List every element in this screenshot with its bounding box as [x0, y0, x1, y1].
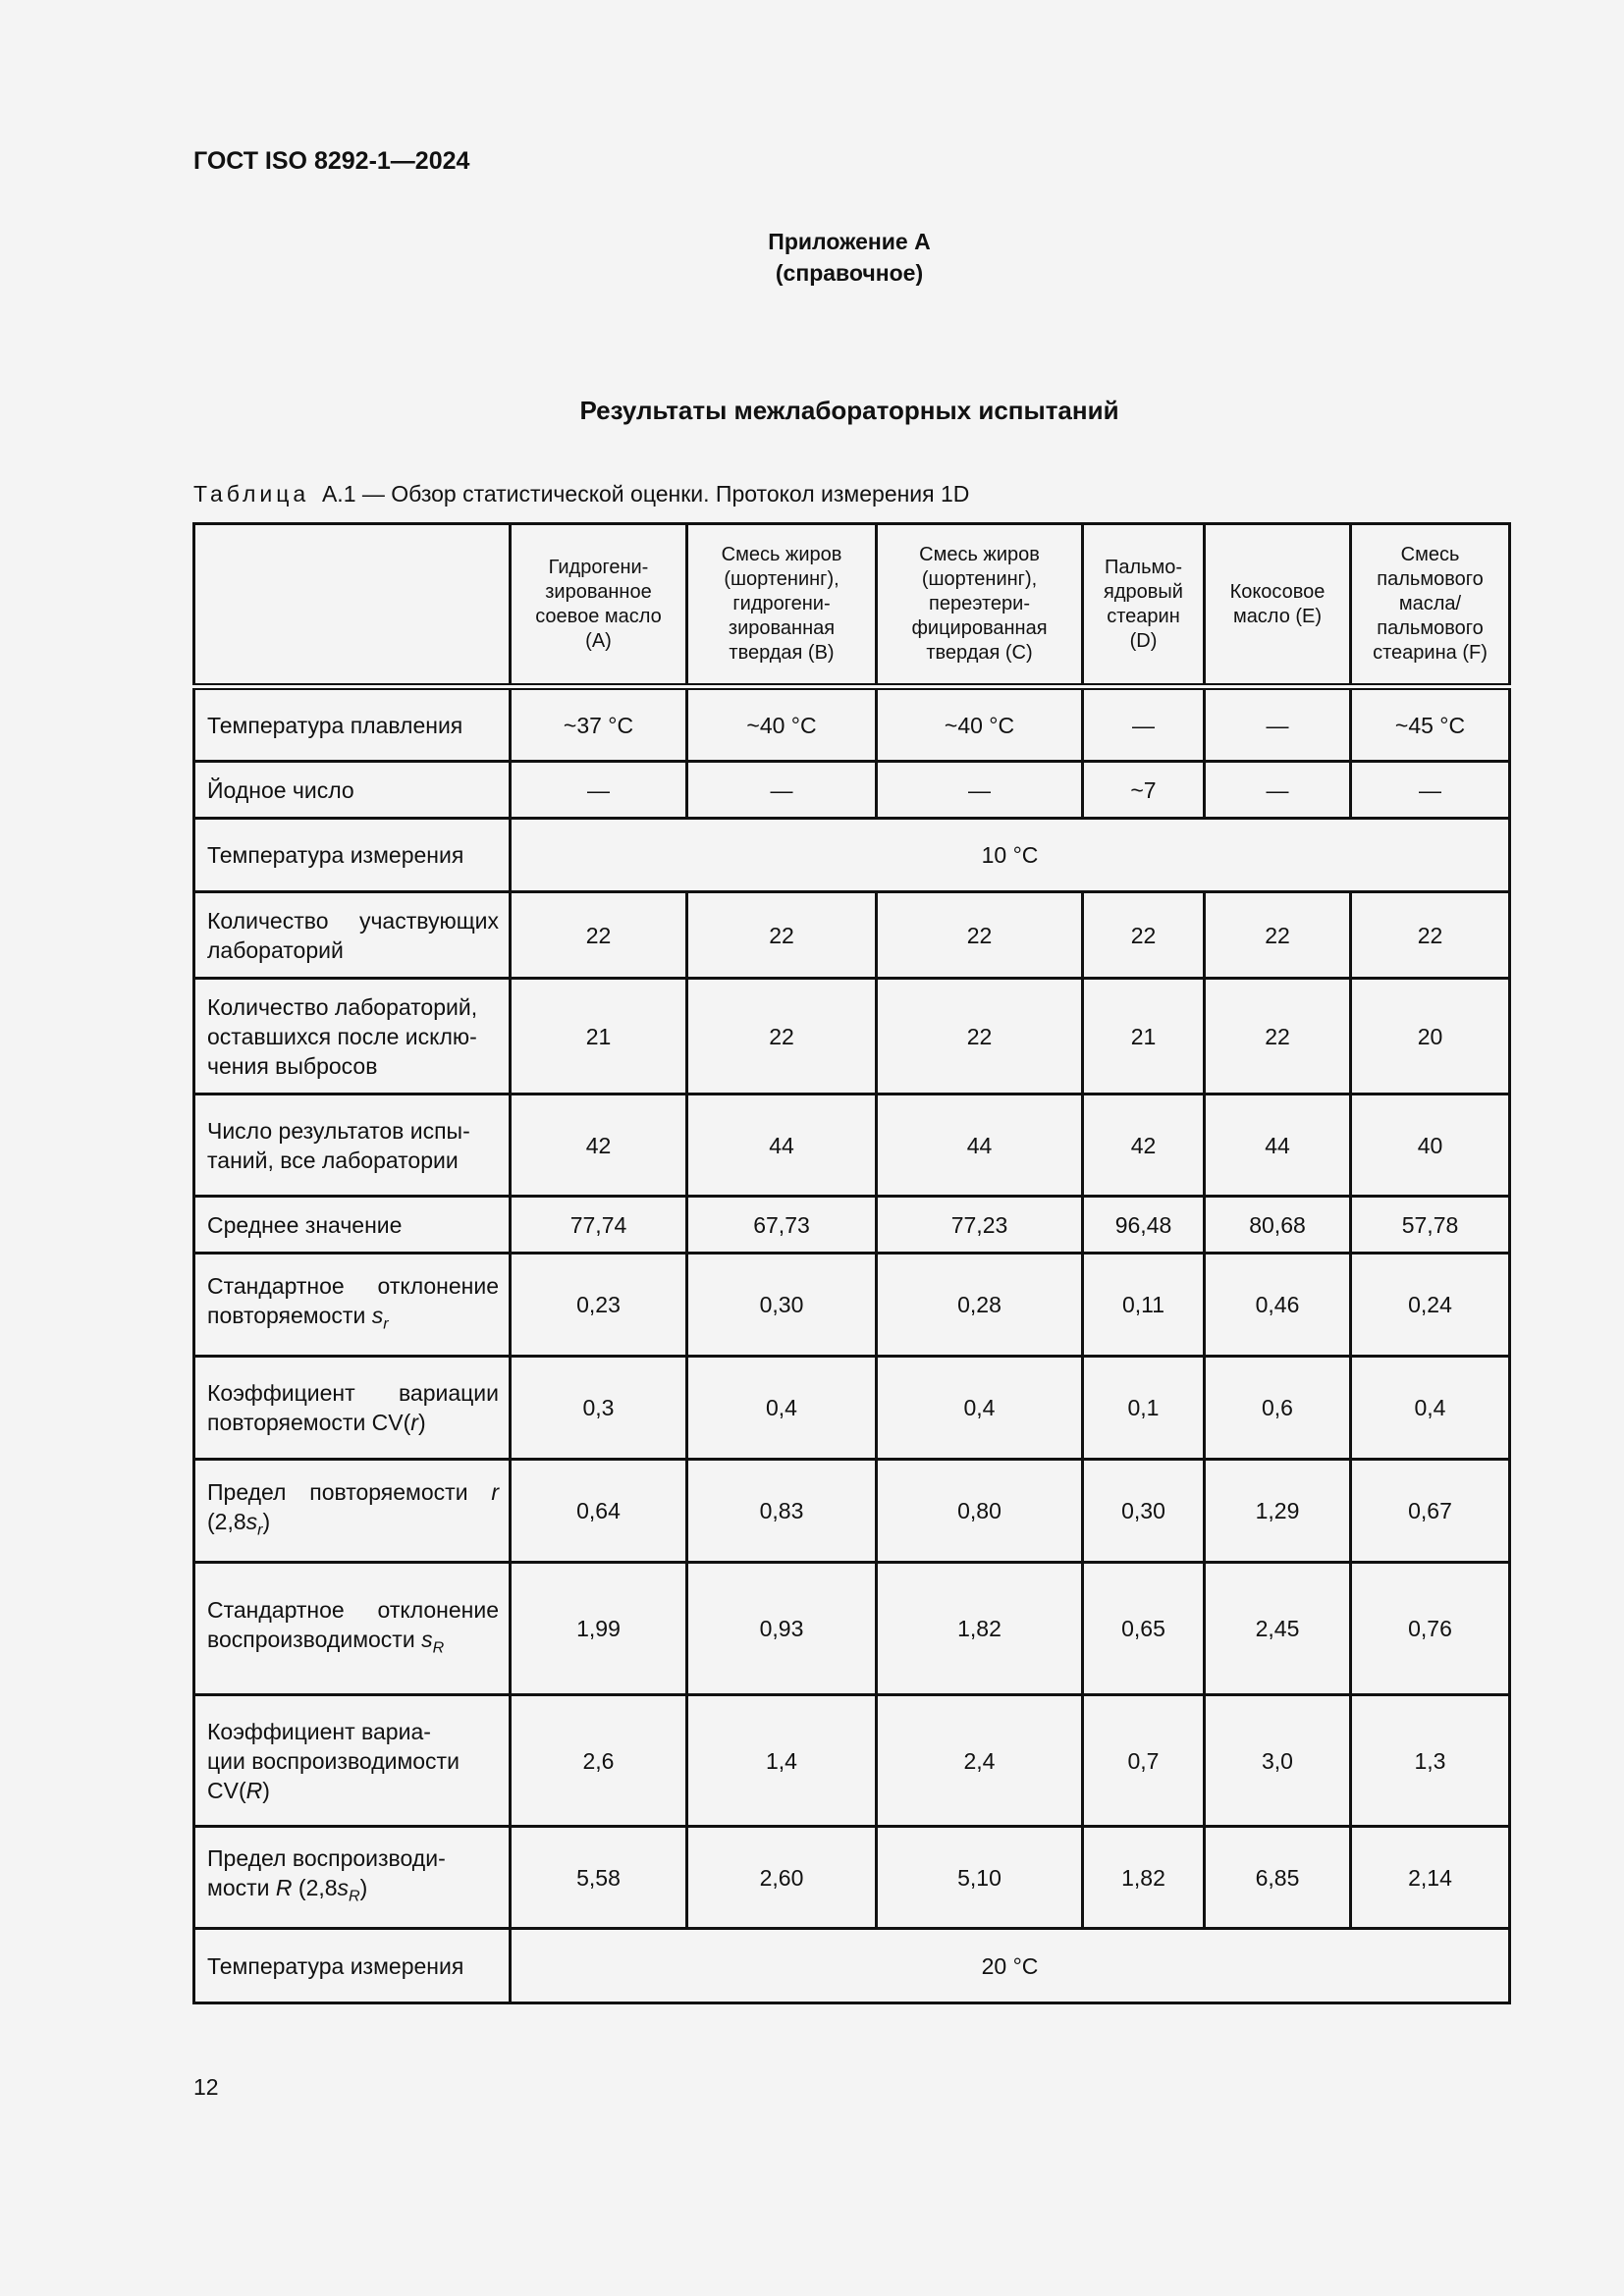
cell-value: ~37 °C	[511, 687, 687, 762]
cell-value: 2,45	[1205, 1563, 1351, 1695]
merged-value-cell: 10 °C	[511, 819, 1510, 892]
row-label: Стандартное отклонение воспроизводимости $s_R$	[194, 1563, 511, 1695]
cell-value: 1,4	[687, 1695, 877, 1827]
cell-value: 77,74	[511, 1197, 687, 1254]
cell-value: 0,64	[511, 1460, 687, 1563]
cell-value: ~40 °C	[687, 687, 877, 762]
cell-value: 22	[877, 892, 1083, 979]
cell-value: 0,11	[1083, 1254, 1205, 1357]
cell-value: 42	[511, 1095, 687, 1197]
table-caption-prefix: Таблица	[193, 481, 310, 507]
cell-value: 0,4	[687, 1357, 877, 1460]
cell-value: 0,1	[1083, 1357, 1205, 1460]
cell-value: 0,67	[1351, 1460, 1510, 1563]
cell-value: —	[1351, 762, 1510, 819]
cell-value: —	[877, 762, 1083, 819]
annex-type: (справочное)	[775, 260, 924, 286]
cell-value: 42	[1083, 1095, 1205, 1197]
cell-value: 0,93	[687, 1563, 877, 1695]
cell-value: 0,4	[877, 1357, 1083, 1460]
cell-value: 22	[877, 979, 1083, 1095]
cell-value: 1,29	[1205, 1460, 1351, 1563]
cell-value: 6,85	[1205, 1827, 1351, 1929]
header-empty-cell	[194, 524, 511, 687]
table-row	[194, 1357, 1510, 1460]
cell-value: 22	[1205, 892, 1351, 979]
cell-value: 2,4	[877, 1695, 1083, 1827]
row-label: Йодное число	[194, 762, 511, 819]
cell-value: 96,48	[1083, 1197, 1205, 1254]
cell-value: 80,68	[1205, 1197, 1351, 1254]
cell-value: 1,99	[511, 1563, 687, 1695]
column-header-c: Смесь жиров (шортенинг), переэтери- фицированная твердая (C)	[877, 524, 1083, 687]
cell-value: 40	[1351, 1095, 1510, 1197]
page-number: 12	[193, 2074, 219, 2100]
cell-value: ~40 °C	[877, 687, 1083, 762]
cell-value: 0,83	[687, 1460, 877, 1563]
cell-value: 0,46	[1205, 1254, 1351, 1357]
cell-value: 0,80	[877, 1460, 1083, 1563]
cell-value: 3,0	[1205, 1695, 1351, 1827]
cell-value: 22	[1205, 979, 1351, 1095]
table-row	[194, 762, 1510, 819]
row-label: Коэффициент вариации повторяемости CV(r)	[194, 1357, 511, 1460]
cell-value: 0,30	[687, 1254, 877, 1357]
column-header-d: Пальмо- ядровый стеарин (D)	[1083, 524, 1205, 687]
annex-title: Приложение А	[768, 229, 931, 254]
table-header-row	[194, 524, 1510, 687]
results-table	[192, 522, 1511, 2004]
cell-value: 1,3	[1351, 1695, 1510, 1827]
cell-value: —	[1083, 687, 1205, 762]
cell-value: 20	[1351, 979, 1510, 1095]
row-label: Предел воспроизводи- мости R $(2,8s_R)$	[194, 1827, 511, 1929]
cell-value: 44	[687, 1095, 877, 1197]
cell-value: 44	[877, 1095, 1083, 1197]
section-title: Результаты межлабораторных испытаний	[579, 396, 1119, 425]
cell-value: 2,60	[687, 1827, 877, 1929]
cell-value: 22	[1083, 892, 1205, 979]
cell-value: 0,4	[1351, 1357, 1510, 1460]
row-label: Температура измерения	[194, 819, 511, 892]
cell-value: 1,82	[1083, 1827, 1205, 1929]
row-label: Стандартное отклонение повторяемости $s_r$	[194, 1254, 511, 1357]
cell-value: 0,28	[877, 1254, 1083, 1357]
cell-value: 5,58	[511, 1827, 687, 1929]
row-label: Количество лабораторий, оставшихся после исклю- чения выбросов	[194, 979, 511, 1095]
cell-value: 0,65	[1083, 1563, 1205, 1695]
table-caption	[193, 481, 969, 507]
column-header-f: Смесь пальмового масла/ пальмового стеарина (F)	[1351, 524, 1510, 687]
table-row	[194, 1929, 1510, 2003]
cell-value: 2,6	[511, 1695, 687, 1827]
table-row	[194, 1197, 1510, 1254]
table-row	[194, 979, 1510, 1095]
cell-value: 22	[1351, 892, 1510, 979]
cell-value: —	[687, 762, 877, 819]
row-label: Предел повторяемости r $(2,8s_r)$	[194, 1460, 511, 1563]
cell-value: 0,6	[1205, 1357, 1351, 1460]
results-table-container	[192, 522, 1511, 2004]
cell-value: —	[511, 762, 687, 819]
row-label: Количество участвующих лабораторий	[194, 892, 511, 979]
table-caption-text: А.1 — Обзор статистической оценки. Протокол измерения 1D	[321, 481, 970, 507]
column-header-e: Кокосовое масло (E)	[1205, 524, 1351, 687]
cell-value: 44	[1205, 1095, 1351, 1197]
cell-value: 0,76	[1351, 1563, 1510, 1695]
cell-value: 22	[511, 892, 687, 979]
cell-value: 0,30	[1083, 1460, 1205, 1563]
column-header-a: Гидрогени- зированное соевое масло (A)	[511, 524, 687, 687]
cell-value: 57,78	[1351, 1197, 1510, 1254]
cell-value: 21	[1083, 979, 1205, 1095]
cell-value: 1,82	[877, 1563, 1083, 1695]
cell-value: 0,23	[511, 1254, 687, 1357]
table-row	[194, 892, 1510, 979]
table-row	[194, 1254, 1510, 1357]
table-row	[194, 819, 1510, 892]
cell-value: 2,14	[1351, 1827, 1510, 1929]
table-row	[194, 1563, 1510, 1695]
row-label: Среднее значение	[194, 1197, 511, 1254]
cell-value: 22	[687, 892, 877, 979]
cell-value: 21	[511, 979, 687, 1095]
cell-value: —	[1205, 687, 1351, 762]
cell-value: —	[1205, 762, 1351, 819]
row-label: Число результатов испы- таний, все лаборатории	[194, 1095, 511, 1197]
cell-value: 67,73	[687, 1197, 877, 1254]
cell-value: 77,23	[877, 1197, 1083, 1254]
table-row	[194, 687, 1510, 762]
table-row	[194, 1460, 1510, 1563]
table-row	[194, 1695, 1510, 1827]
table-row	[194, 1095, 1510, 1197]
cell-value: 5,10	[877, 1827, 1083, 1929]
merged-value-cell: 20 °C	[511, 1929, 1510, 2003]
cell-value: 0,7	[1083, 1695, 1205, 1827]
document-code: ГОСТ ISO 8292-1—2024	[193, 147, 470, 175]
annex-heading	[0, 226, 1624, 289]
cell-value: 0,3	[511, 1357, 687, 1460]
cell-value: 0,24	[1351, 1254, 1510, 1357]
cell-value: ~45 °C	[1351, 687, 1510, 762]
cell-value: ~7	[1083, 762, 1205, 819]
row-label: Температура плавления	[194, 687, 511, 762]
cell-value: 22	[687, 979, 877, 1095]
row-label: Коэффициент вариа- ции воспроизводимости CV(R)	[194, 1695, 511, 1827]
row-label: Температура измерения	[194, 1929, 511, 2003]
table-row	[194, 1827, 1510, 1929]
column-header-b: Смесь жиров (шортенинг), гидрогени- зированная твердая (B)	[687, 524, 877, 687]
